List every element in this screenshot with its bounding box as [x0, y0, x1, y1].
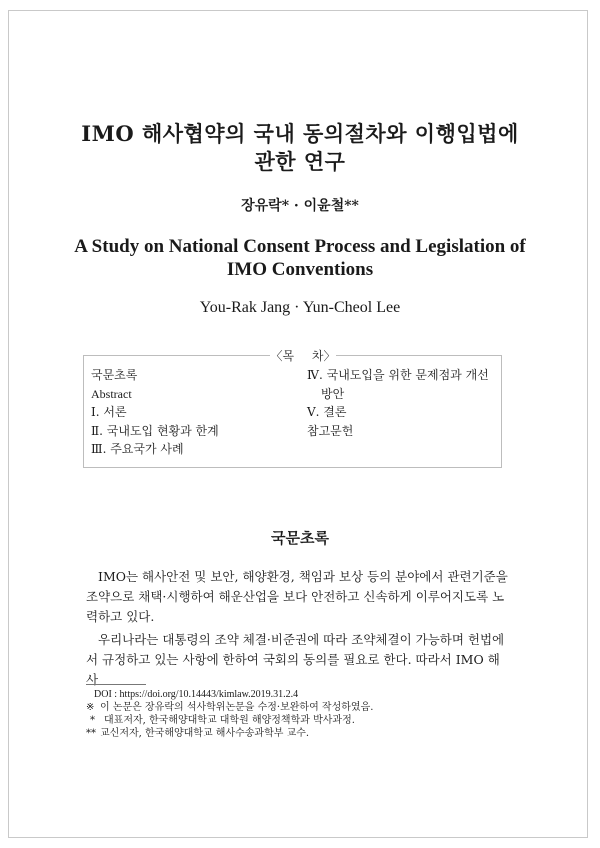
toc-left-column	[91, 366, 291, 459]
footnote-3	[86, 727, 373, 740]
abstract-paragraph-2-text: 우리나라는 대통령의 조약 체결·비준권에 따라 조약체결이 가능하며 헌법에서 규정하고 있는 사항에 한하여 국회의 동의를 필요로 한다. 따라서 IMO 해사	[86, 632, 505, 688]
toc-item: Abstract	[91, 386, 132, 401]
footnote-1	[86, 701, 373, 714]
footnote-separator	[86, 684, 146, 685]
abstract-paragraph-2	[86, 630, 511, 691]
korean-authors: 장유락* · 이윤철**	[241, 198, 359, 214]
toc-item: 참고문헌	[307, 423, 354, 438]
english-authors: You-Rak Jang · Yun-Cheol Lee	[199, 299, 401, 316]
toc-item: Ⅰ. 서론	[91, 405, 127, 419]
footnote-3-text: 교신저자, 한국해양대학교 해사수송과학부 교수.	[100, 728, 310, 739]
abstract-paragraph-1-text: IMO는 해사안전 및 보안, 해양환경, 책임과 보상 등의 분야에서 관련기준을 조약으로 채택·시행하여 해운산업을 보다 안전하고 신속하게 이루어지도록 노력하고 있다.	[86, 569, 508, 625]
abstract-heading: 국문초록	[271, 529, 329, 547]
footnotes	[86, 688, 373, 740]
toc-item: Ⅴ. 결론	[307, 405, 347, 419]
footnote-1-mark: ※	[86, 702, 95, 713]
footnote-2	[86, 714, 373, 727]
korean-title-line-2: 관한 연구	[254, 149, 346, 174]
english-title-line-2: IMO Conventions	[226, 259, 374, 280]
footnote-2-text: 대표저자, 한국해양대학교 대학원 해양정책학과 박사과정.	[104, 715, 355, 726]
korean-title-line-1: IMO 해사협약의 국내 동의절차와 이행입법에	[81, 121, 519, 146]
toc-item: Ⅱ. 국내도입 현황과 한계	[91, 423, 219, 438]
footnote-1-text: 이 논문은 장유락의 석사학위논문을 수정·보완하여 작성하였음.	[100, 702, 374, 713]
english-title-line-1: A Study on National Consent Process and Legislation of	[74, 236, 526, 257]
toc-item: 국문초록	[91, 368, 138, 382]
footnote-3-mark: **	[86, 728, 96, 739]
toc-right-column	[307, 366, 497, 440]
toc-item-continuation: 방안	[321, 386, 345, 401]
footnote-2-mark: *	[90, 715, 95, 726]
doi-footnote: DOI : https://doi.org/10.14443/kimlaw.2019.31.2.4	[94, 689, 299, 700]
abstract-paragraph-1	[86, 567, 511, 628]
table-of-contents-heading: 〈목 차〉	[270, 349, 336, 363]
toc-item: Ⅳ. 국내도입을 위한 문제점과 개선	[307, 368, 489, 382]
toc-item: Ⅲ. 주요국가 사례	[91, 442, 184, 456]
